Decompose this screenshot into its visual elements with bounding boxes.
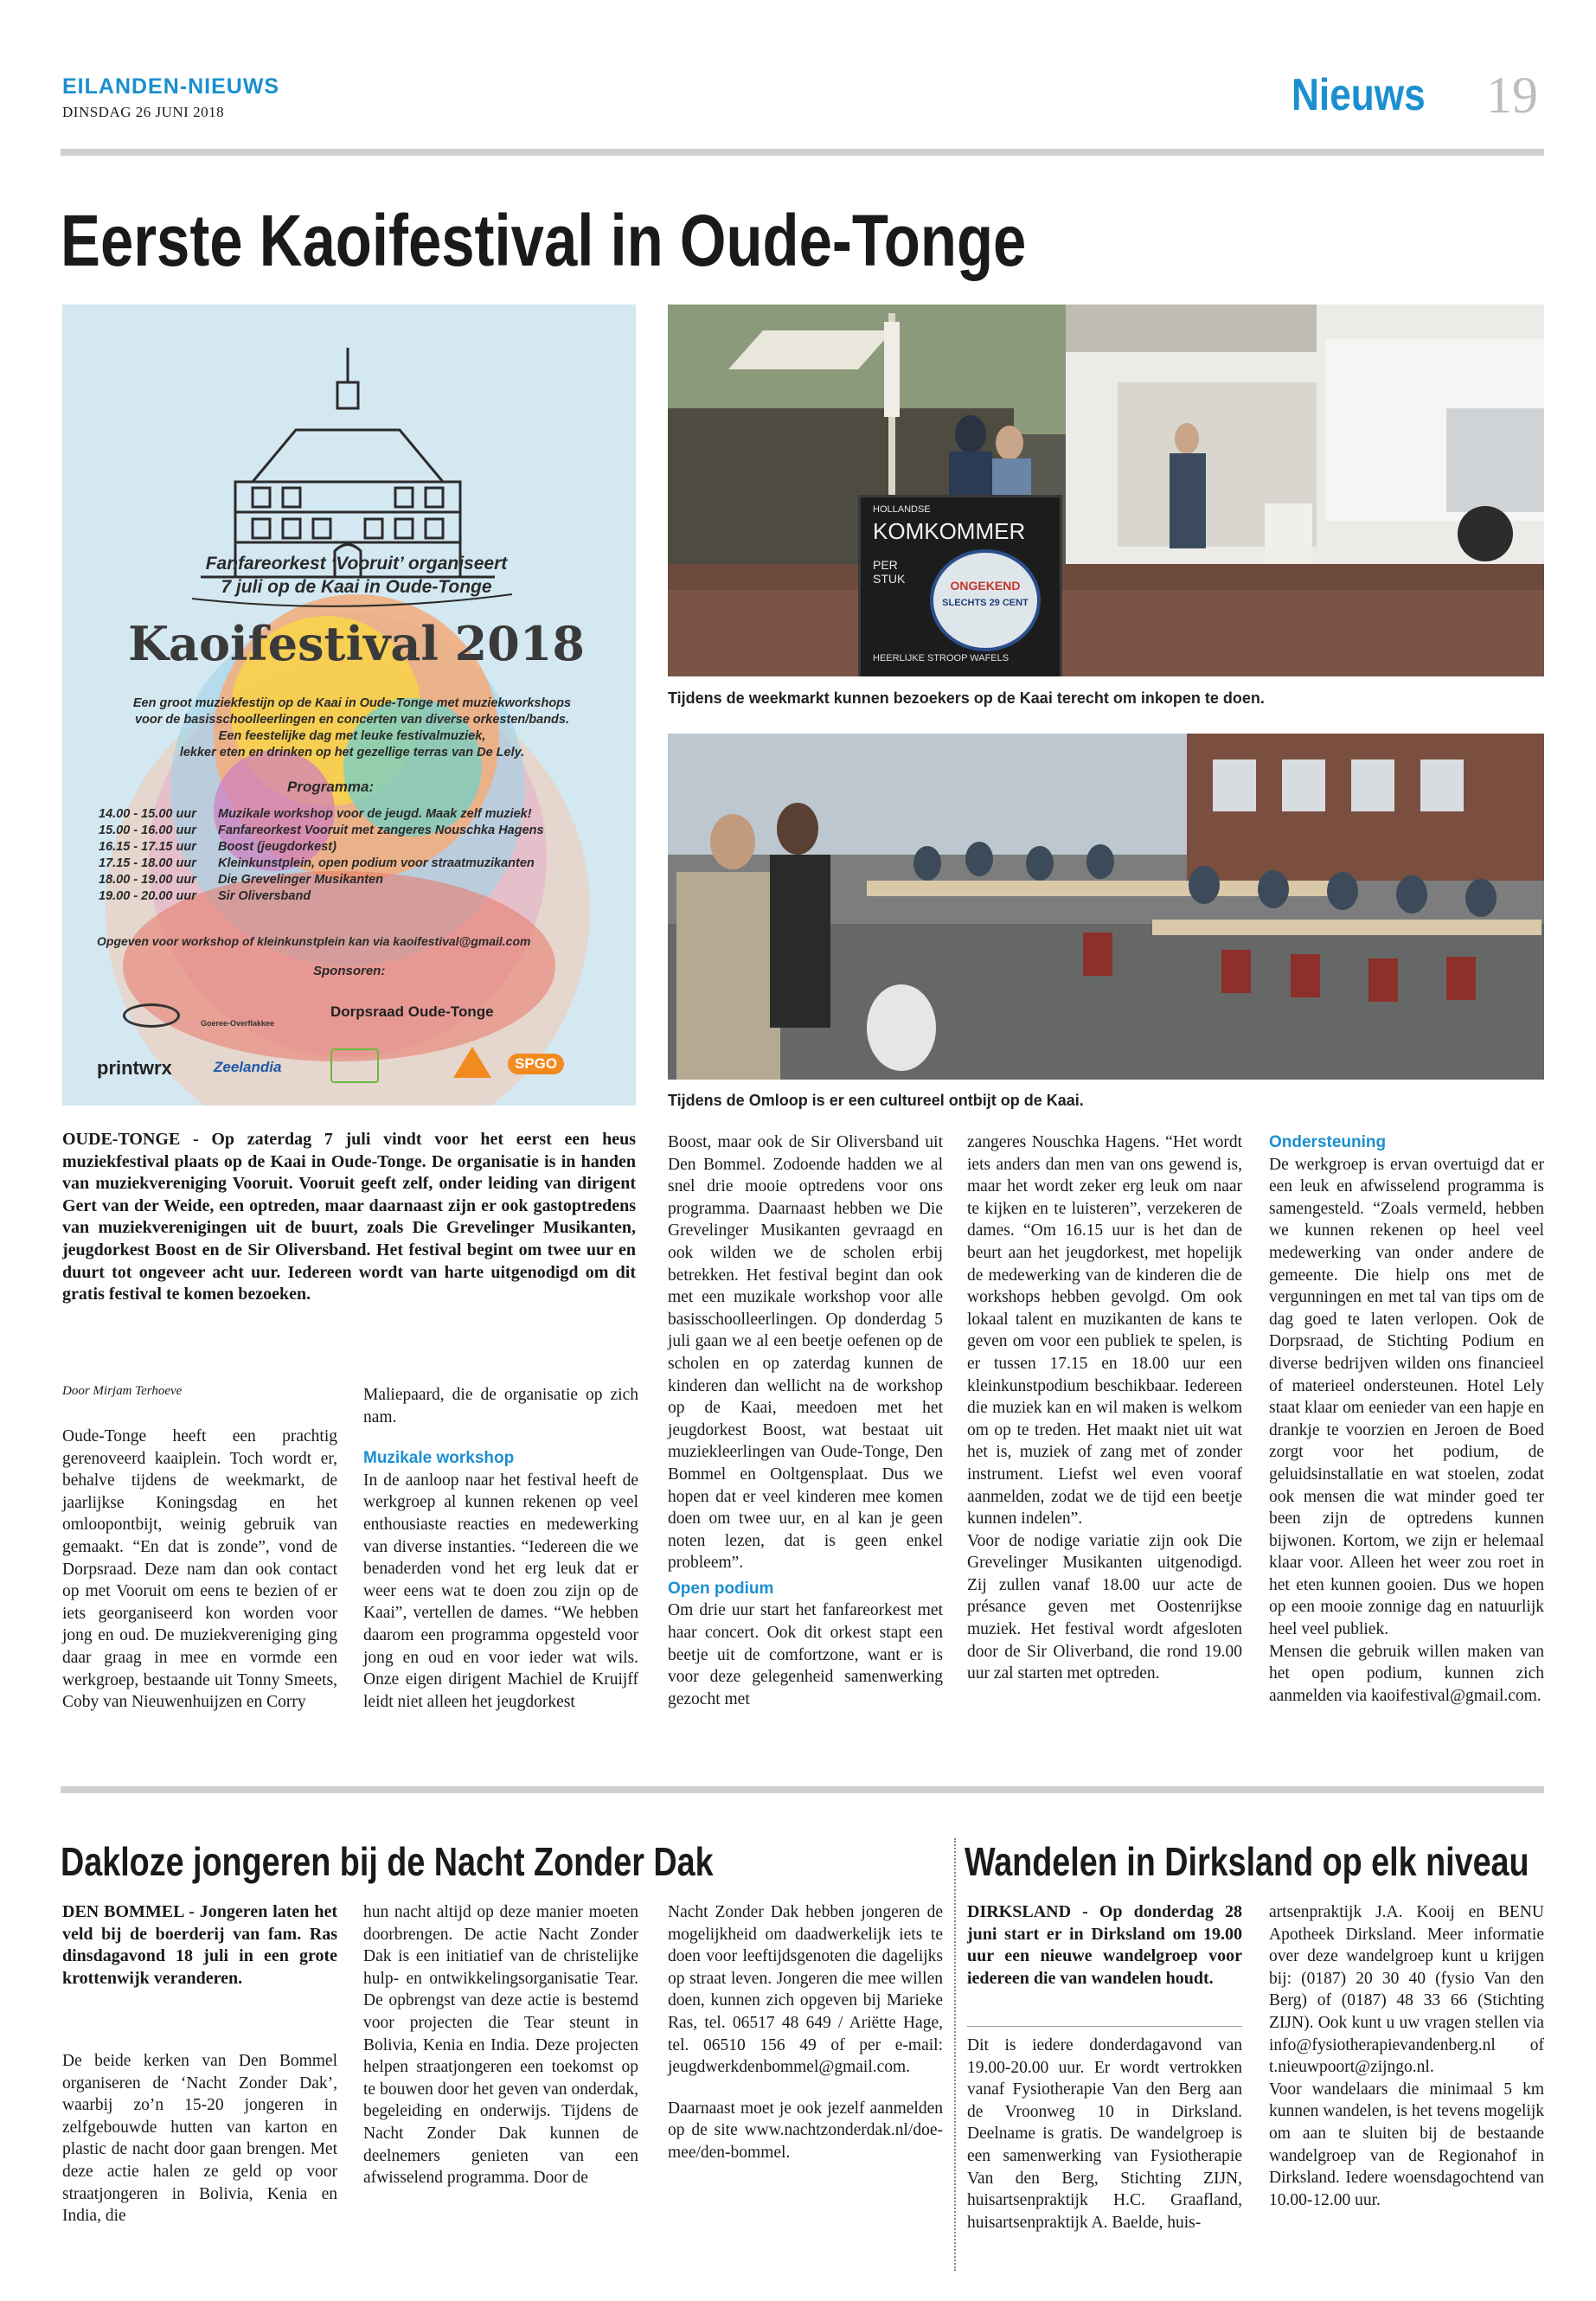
article1-col2b: In de aanloop naar het festival heeft de werkgroep al kunnen rekenen op veel enthousiaste reacties en medewerking van diverse instanties. “Iedereen die we benaderden vond het erg leuk dat er weer eens wat te doen zou zijn op de Kaai”, vertellen de dames. “We hebben daarom een programma opgesteld voor jong en oud en voor ieder wat wils. Onze eigen dirigent Machiel de Kruijff leidt niet alleen het jeugdorkest	[363, 1471, 638, 1711]
newspaper-logo: EILANDEN-NIEUWS	[62, 74, 280, 99]
article1-col3	[668, 1131, 943, 1710]
program-row: 17.15 - 18.00 uur Kleinkunstplein, open podium voor straatmuzikanten	[99, 856, 535, 870]
poster-sponsor-goeree: Goeree-Overflakkee	[201, 1019, 275, 1028]
top-rule	[61, 149, 1544, 156]
poster-signup: Opgeven voor workshop of kleinkunstplein kan via kaoifestival@gmail.com	[97, 934, 531, 948]
article1-col2	[363, 1384, 638, 1713]
poster-intro-line: Een groot muziekfestijn op de Kaai in Oude-Tonge met muziekworkshops	[132, 696, 572, 710]
goeree-logo-icon	[123, 1003, 180, 1028]
program-row: 18.00 - 19.00 uur Die Grevelinger Musikanten	[99, 873, 383, 887]
sign-line2: KOMKOMMER	[873, 518, 1026, 544]
market-photo-image	[668, 304, 1544, 676]
poster-sponsors-label: Sponsoren:	[313, 964, 386, 978]
article1-col5	[1269, 1131, 1544, 1707]
sign-line1: HOLLANDSE	[873, 504, 931, 515]
article3-col1: Dit is iedere donderdagavond van 19.00-20.00 uur. Er wordt vertrokken vanaf Fysiotherapie Van den Berg aan de Vroonweg 10 in Dirksland. Deelname is gratis. De wandelgroep is een samenwerking van Fysiotherapie Van den Berg, Stichting ZIJN, huisartsenpraktijk H.C. Graafland, huisartsenpraktijk A. Baelde, huis-	[967, 2036, 1242, 2232]
subhead-muzikale-workshop: Muzikale workshop	[363, 1449, 515, 1468]
poster-sponsor-zeelandia: Zeelandia	[214, 1059, 282, 1075]
festival-poster	[62, 304, 636, 1106]
issue-date: DINSDAG 26 JUNI 2018	[62, 104, 225, 120]
article2-col3	[668, 1901, 943, 2164]
article2-lead: DEN BOMMEL - Jongeren laten het veld bij de boerderij van fam. Ras dinsdagavond 18 juli in een grote krottenwijk veranderen.	[62, 1902, 337, 1988]
program-row: 15.00 - 16.00 uur Fanfareorkest Vooruit met zangeres Nouschka Hagens	[99, 824, 544, 837]
sign-bottom: HEERLIJKE STROOP WAFELS	[873, 653, 1010, 663]
article3-col2	[1269, 1901, 1544, 2211]
article1-col1: Oude-Tonge heeft een prachtig gerenoveerd kaaiplein. Toch wordt er, behalve tijdens de weekmarkt, de jaarlijkse Koningsdag en het omloopontbijt, weinig gebruik van gemaakt. “En dat is zonde”, vond de Dorpsraad. Deze nam dan ook contact op met Vooruit om eens te bezien of er iets georganiseerd kon worden voor jong en oud. De muziekvereniging ging daar graag in mee en vormde een werkgroep, bestaande uit Tonny Smeets, Coby van Nieuwenhuijzen en Corry	[62, 1427, 337, 1712]
chalkboard-sign	[858, 495, 1062, 676]
article3-headline: Wandelen in Dirksland op elk niveau	[965, 1839, 1529, 1884]
program-row: 16.15 - 17.15 uur Boost (jeugdorkest)	[99, 840, 337, 854]
poster-intro	[97, 695, 607, 761]
sign-line3: PER STUK	[873, 558, 906, 586]
middle-rule	[61, 1786, 1544, 1793]
article3-col2a: artsenpraktijk J.A. Kooij en BENU Apotheek Dirksland. Meer informatie over deze wandelgroep kunt u krijgen bij: (0187) 20 30 40 (fysio Van den Berg) of (0187) 48 33 66 (Stichting ZIJN). Ook kunt u uw vragen stellen via info@fysiotherapievandenberg.nl of t.nieuwpoort@zijngo.nl.	[1269, 1903, 1544, 2077]
caption-market-photo: Tijdens de weekmarkt kunnen bezoekers op de Kaai terecht om inkopen te doen.	[668, 689, 1265, 707]
sponsor-triangle-logo-icon	[453, 1047, 491, 1078]
poster-sponsor-dorpsraad: Dorpsraad Oude-Tonge	[330, 1003, 494, 1020]
article1-col4a: zangeres Nouschka Hagens. “Het wordt iets anders dan men van ons gewend is, maar het wordt zeker erg leuk om naar te kijken en te luisteren”, verzekeren de dames. “Om 16.15 uur is het dan de beurt aan het jeugdorkest, met hopelijk de medewerking van de kinderen die de workshops hebben gevolgd. Om ook lokaal talent en muzikanten de kans te geven om voor een publiek te spelen, is er tussen 17.15 en 18.00 uur een kleinkunstpodium beschikbaar. Iedereen die muziek kan en wil maken is welkom om op te treden. Het maakt niet uit wat het is, muziek of zang met of zonder instrument. Liefst wel even vooraf aanmelden, zodat we de tijd een beetje kunnen indelen”.	[967, 1133, 1242, 1529]
article1-col4	[967, 1131, 1242, 1685]
poster-intro-line: voor de basisschoolleerlingen en concerten van diverse orkesten/bands.	[134, 713, 570, 727]
article1-col3b: Om drie uur start het fanfareorkest met haar concert. Ook dit orkest stapt een beetje uit de comfortzone, want er is voor deze gelegenheid samenwerking gezocht met	[668, 1601, 943, 1708]
article3-lead: DIRKSLAND - Op donderdag 28 juni start er in Dirksland om 19.00 uur een nieuwe wandelgroep voor iedereen die van wandelen houdt.	[967, 1902, 1242, 1988]
sponsor-logo-icon	[330, 1048, 379, 1083]
breakfast-photo-image	[668, 734, 1544, 1080]
article2-col3b: Daarnaast moet je ook jezelf aanmelden op de site www.nachtzonderdak.nl/doe-mee/den-bommel.	[668, 2099, 943, 2162]
article1-col3a: Boost, maar ook de Sir Oliversband uit Den Bommel. Zodoende hadden we al snel drie mooie optredens voor ons programma. Daarnaast hebben we Die Grevelinger Musikanten gevraagd en ook wilden we de scholen erbij betrekken. Het festival begint dan ook met een muzikale workshop voor alle basisschoolleerlingen. Op donderdag 5 juli gaan we al een beetje oefenen op de scholen en op zaterdag kunnen de kinderen dan wellicht na de workshop op de Kaai, meedoen met het jeugdorkest Boost, wat bestaat uit muziekleerlingen van Oude-Tonge, Den Bommel en Ooltgensplaat. Dus we hopen dat er veel kinderen mee komen doen om twee uur, en al kan je geen noten lezen, dat is geen enkel probleem”.	[668, 1133, 943, 1573]
article1-col5b: Mensen die gebruik willen maken van het open podium, kunnen zich aanmelden via kaoifestival@gmail.com.	[1269, 1642, 1544, 1705]
subhead-ondersteuning: Ondersteuning	[1269, 1133, 1387, 1151]
article2-col1: De beide kerken van Den Bommel organiseren de ‘Nacht Zonder Dak’, waarbij zo’n 15-20 jongeren in zelfgebouwde hutten van karton en plastic de nacht door gaan brengen. Met deze actie halen ze geld op voor straatjongeren in Bolivia, Kenia en India, die	[62, 2052, 337, 2226]
page-number: 19	[1486, 67, 1538, 124]
subhead-open-podium: Open podium	[668, 1579, 774, 1598]
poster-title: Kaoifestival 2018	[128, 616, 585, 671]
article1-byline: Door Mirjam Terhoeve	[62, 1384, 183, 1398]
article1-col4b: Voor de nodige variatie zijn ook Die Grevelinger Musikanten uitgenodigd. Zij zullen vanaf 18.00 uur acte de présance geven met Oostenrijkse muziek. Het festival wordt afgesloten door de Sir Oliverband, die rond 19.00 uur zal starten met optreden.	[967, 1531, 1242, 1683]
column-divider	[954, 1838, 956, 2271]
caption-breakfast-photo: Tijdens de Omloop is er een cultureel ontbijt op de Kaai.	[668, 1092, 1084, 1109]
article2-col3a: Nacht Zonder Dak hebben jongeren de mogelijkheid om daadwerkelijk iets te doen voor leeftijdsgenoten die dagelijks op straat leven. Jongeren die mee willen doen, kunnen zich opgeven bij Marieke Ras, tel. 06517 48 649 / Ariëtte Hage, tel. 06510 156 49 of per e-mail: jeugdwerkdenbommel@gmail.com.	[668, 1903, 943, 2077]
poster-intro-line: Een feestelijke dag met leuke festivalmuziek,	[218, 729, 486, 743]
breakfast-photo	[668, 734, 1544, 1080]
lead-divider	[967, 2026, 1242, 2027]
article3-col2b: Voor wandelaars die minimaal 5 km kunnen wandelen, is het tevens mogelijk om aan te sluiten bij de bestaande wandelgroep van de Regionahof in Dirksland. Iedere woensdagochtend van 10.00-12.00 uur.	[1269, 2080, 1544, 2209]
poster-intro-line: lekker eten en drinken op het gezellige terras van De Lely.	[179, 746, 525, 760]
program-row: 14.00 - 15.00 uur Muzikale workshop voor de jeugd. Maak zelf muziek!	[99, 807, 532, 821]
price-badge	[930, 549, 1041, 651]
article2-col2: hun nacht altijd op deze manier moeten doorbrengen. De actie Nacht Zonder Dak is een initiatief van de christelijke hulp- en ontwikkelingsorganisatie Tear. De opbrengst van deze actie is bestemd voor projecten die Tear steunt in Bolivia, Kenia en India. Deze projecten helpen straatjongeren een toekomst op te bouwen door het geven van onderdak, begeleiding en onderwijs. Tijdens de Nacht Zonder Dak kunnen de deelnemers genieten van een afwisselend programma. Door de	[363, 1903, 638, 2188]
poster-sponsor-printwrx: printwrx	[97, 1057, 172, 1079]
program-row: 19.00 - 20.00 uur Sir Oliversband	[99, 889, 311, 903]
poster-line1: Fanfareorkest ‘Vooruit’ organiseert	[205, 554, 508, 574]
article1-col5a: De werkgroep is ervan overtuigd dat er een leuk en afwisselend programma is samengesteld. “Zoals vermeld, hebben we kunnen rekenen op heel veel medewerking van onder andere de gemeente. Die hielp ons met de vergunningen en met tal van tips om de dag goed te laten verlopen. Ook de Dorpsraad, de Stichting Podium en diverse bedrijven wilden ons financieel of materieel ondersteunen. Hotel Lely staat klaar om eenieder van een hapje en drankje te voorzien en Jeroen de Boed zorgt voor het podium, de geluidsinstallatie en wat stoelen, zodat ook mensen die wat minder goed ter been zijn de optredens kunnen bijwonen. Kortom, we zijn er helemaal klaar voor. Alleen het weer zou roet in het eten kunnen gooien. Dus we hopen op een mooie zonnige dag en natuurlijk heel veel publiek.	[1269, 1155, 1544, 1639]
poster-programma-label: Programma:	[287, 779, 375, 795]
article1-lead: OUDE-TONGE - Op zaterdag 7 juli vindt voor het eerst een heus muziekfestival plaats op de Kaai in Oude-Tonge. De organisatie is in handen van muziekvereniging Vooruit. Vooruit geeft zelf, onder leiding van dirigent Gert van der Weide, een optreden, maar daarnaast zijn er ook gastoptredens van muziekverenigingen uit de buurt, zoals Die Grevelinger Musikanten, jeugdorkest Boost en de Sir Oliversband. Het festival begint om twee uur en duurt tot ongeveer acht uur. Iedereen wordt van harte uitgenodigd om dit gratis festival te komen bezoeken.	[62, 1130, 636, 1304]
badge-line1: ONGEKEND	[950, 579, 1021, 593]
poster-line2: 7 juli op de Kaai in Oude-Tonge	[221, 577, 492, 597]
article1-col2a: Maliepaard, die de organisatie op zich nam.	[363, 1386, 638, 1426]
poster-sponsor-spgo: SPGO	[508, 1054, 564, 1074]
main-headline: Eerste Kaoifestival in Oude-Tonge	[61, 200, 1027, 281]
poster-program	[99, 806, 544, 905]
badge-line2: SLECHTS 29 CENT	[942, 598, 1029, 608]
market-photo	[668, 304, 1544, 676]
section-label: Nieuws	[1292, 70, 1426, 120]
article2-headline: Dakloze jongeren bij de Nacht Zonder Dak	[61, 1839, 714, 1884]
